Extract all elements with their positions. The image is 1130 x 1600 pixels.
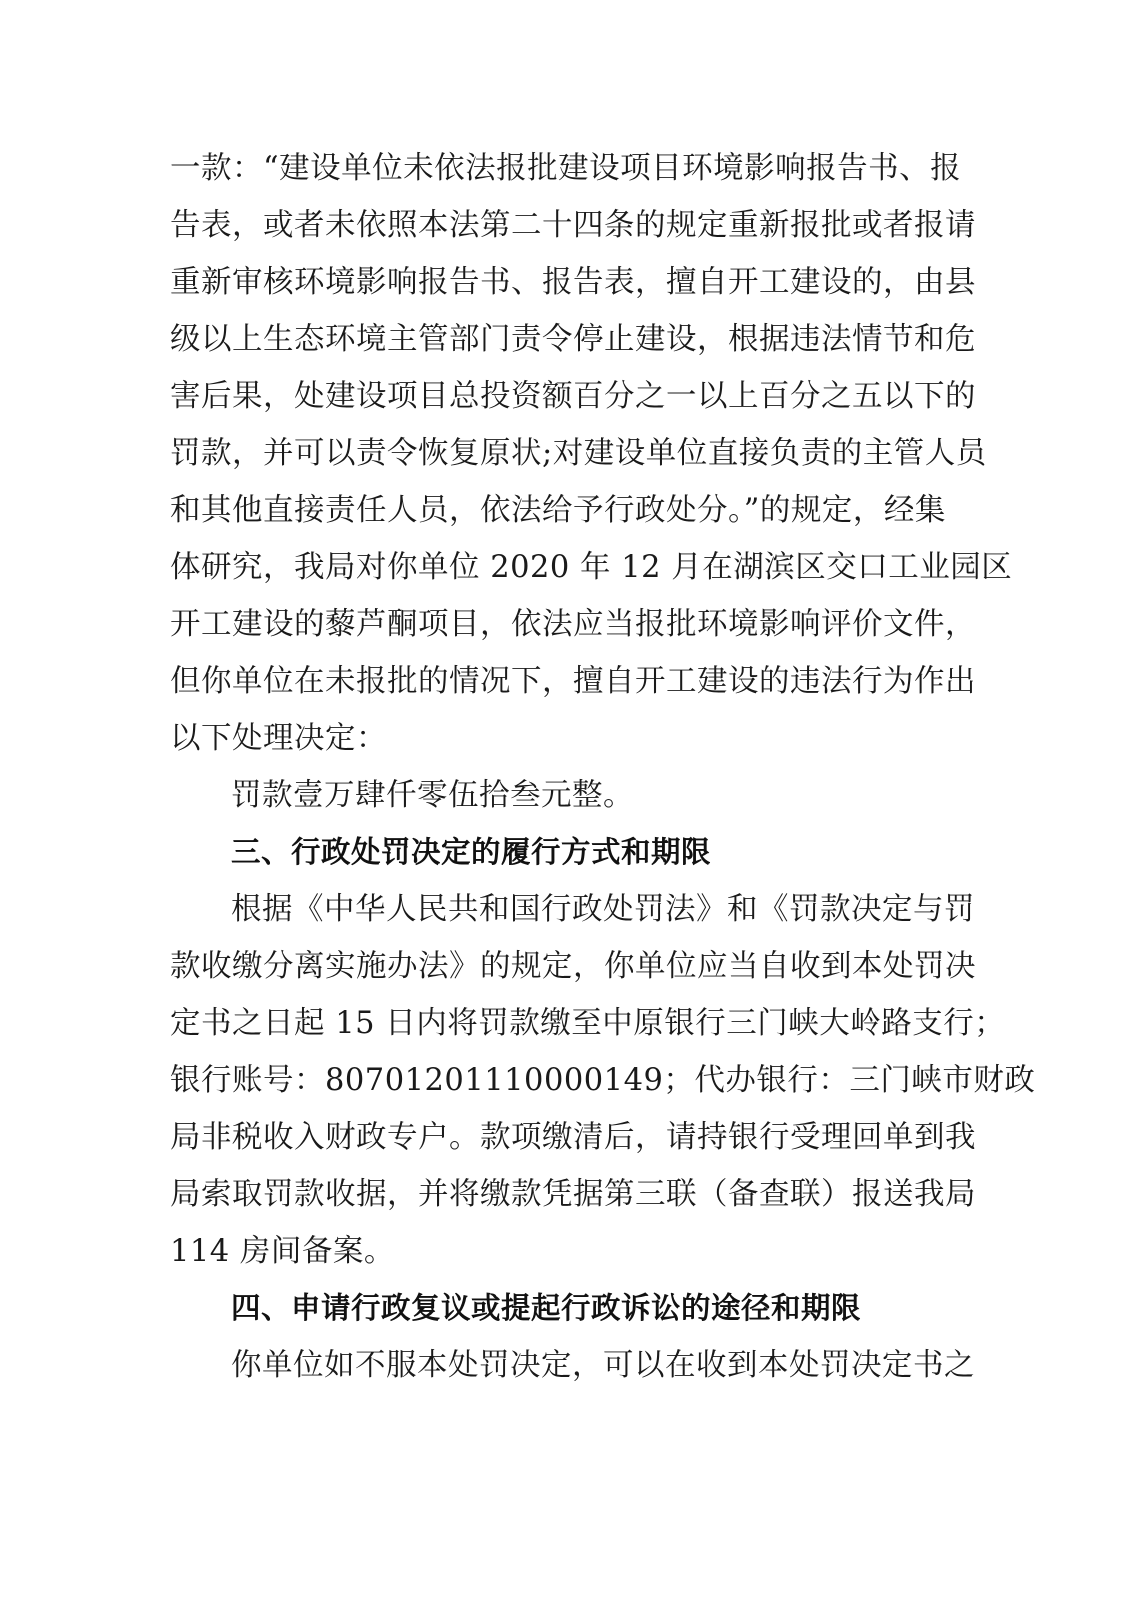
body-line: 重新审核环境影响报告书、报告表，擅自开工建设的，由县	[170, 265, 976, 300]
section-heading: 三、行政处罚决定的履行方式和期限	[231, 835, 712, 869]
body-line: 根据《中华人民共和国行政处罚法》和《罚款决定与罚	[231, 892, 975, 927]
body-line: 告表，或者未依照本法第二十四条的规定重新报批或者报请	[170, 208, 976, 243]
body-line: 一款：“建设单位未依法报批建设项目环境影响报告书、报	[170, 151, 962, 186]
body-line: 局索取罚款收据，并将缴款凭据第三联（备查联）报送我局	[170, 1177, 976, 1212]
body-line: 罚款，并可以责令恢复原状;对建设单位直接负责的主管人员	[170, 436, 987, 471]
body-line: 害后果，处建设项目总投资额百分之一以上百分之五以下的	[170, 379, 976, 414]
body-line: 款收缴分离实施办法》的规定，你单位应当自收到本处罚决	[170, 949, 976, 984]
body-line: 局非税收入财政专户。款项缴清后，请持银行受理回单到我	[170, 1120, 976, 1155]
body-line: 级以上生态环境主管部门责令停止建设，根据违法情节和危	[170, 322, 976, 357]
penalty-amount: 罚款壹万肆仟零伍拾叁元整。	[231, 778, 634, 813]
body-line: 以下处理决定：	[170, 721, 387, 756]
body-line: 银行账号：80701201110000149；代办银行：三门峡市财政	[170, 1063, 1036, 1098]
section-heading: 四、申请行政复议或提起行政诉讼的途径和期限	[231, 1291, 862, 1325]
body-line: 开工建设的藜芦酮项目，依法应当报批环境影响评价文件，	[170, 607, 976, 642]
body-line: 和其他直接责任人员，依法给予行政处分。”的规定，经集	[170, 493, 946, 528]
body-line: 定书之日起 15 日内将罚款缴至中原银行三门峡大岭路支行；	[170, 1006, 1006, 1041]
body-line: 你单位如不服本处罚决定，可以在收到本处罚决定书之	[231, 1348, 975, 1383]
document-body	[170, 140, 1036, 1394]
body-line: 114 房间备案。	[170, 1234, 395, 1269]
body-line: 体研究，我局对你单位 2020 年 12 月在湖滨区交口工业园区	[170, 550, 1013, 585]
body-line: 但你单位在未报批的情况下，擅自开工建设的违法行为作出	[170, 664, 976, 699]
